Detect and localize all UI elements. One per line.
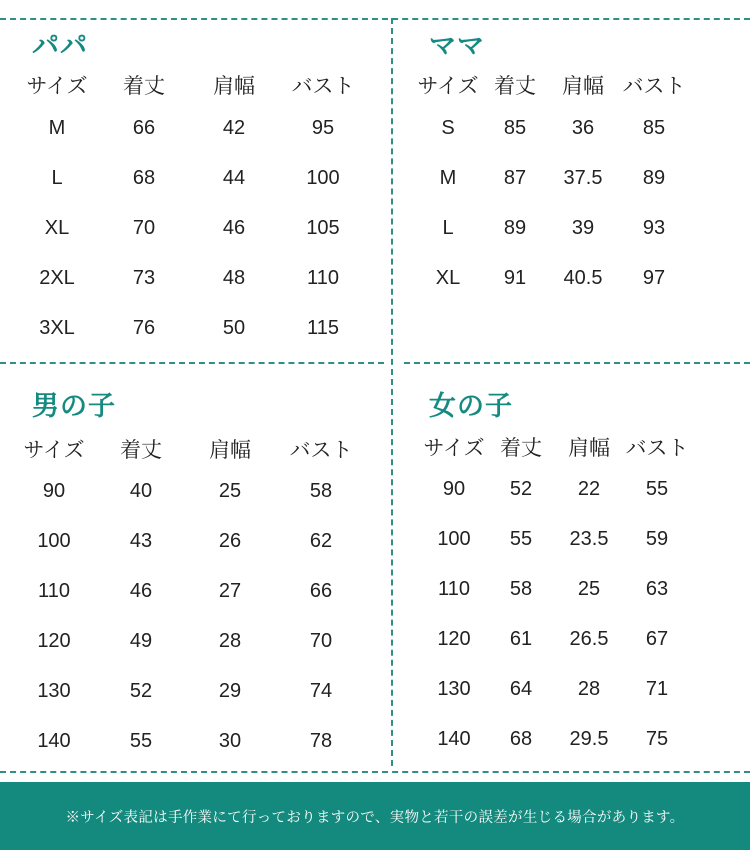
cell-size: L xyxy=(51,167,63,189)
section-title: 男の子 xyxy=(32,391,116,422)
cell-shoulder: 30 xyxy=(218,730,242,752)
cell-shoulder: 37.5 xyxy=(563,167,603,189)
cell-size: S xyxy=(441,117,455,139)
cell-size: XL xyxy=(44,217,70,239)
cell-length: 89 xyxy=(503,217,527,239)
cell-length: 70 xyxy=(132,217,156,239)
cell-length: 49 xyxy=(129,630,153,652)
cell-bust: 55 xyxy=(645,478,669,500)
middle-divider-left xyxy=(0,362,384,364)
cell-length: 43 xyxy=(129,530,153,552)
cell-size: 130 xyxy=(37,680,71,702)
cell-size: M xyxy=(439,167,457,189)
header-bust: バスト xyxy=(622,74,686,98)
cell-bust: 89 xyxy=(642,167,666,189)
cell-size: 140 xyxy=(37,730,71,752)
cell-bust: 75 xyxy=(645,728,669,750)
section-title: 女の子 xyxy=(429,391,513,422)
footer-note-bar xyxy=(0,782,750,850)
middle-divider-right xyxy=(404,362,750,364)
cell-shoulder: 28 xyxy=(577,678,601,700)
cell-shoulder: 28 xyxy=(218,630,242,652)
cell-length: 46 xyxy=(129,580,153,602)
cell-length: 52 xyxy=(509,478,533,500)
cell-bust: 85 xyxy=(642,117,666,139)
cell-length: 40 xyxy=(129,480,153,502)
cell-shoulder: 40.5 xyxy=(563,267,603,289)
cell-shoulder: 42 xyxy=(222,117,246,139)
cell-shoulder: 50 xyxy=(222,317,246,339)
cell-shoulder: 46 xyxy=(222,217,246,239)
cell-size: 140 xyxy=(437,728,471,750)
cell-bust: 100 xyxy=(306,167,340,189)
cell-size: L xyxy=(442,217,454,239)
cell-shoulder: 25 xyxy=(577,578,601,600)
cell-bust: 67 xyxy=(645,628,669,650)
cell-shoulder: 23.5 xyxy=(569,528,609,550)
cell-bust: 78 xyxy=(309,730,333,752)
section-title: パパ xyxy=(32,31,88,62)
cell-size: 130 xyxy=(437,678,471,700)
cell-bust: 95 xyxy=(311,117,335,139)
section-title: ママ xyxy=(429,31,485,62)
cell-bust: 58 xyxy=(309,480,333,502)
cell-shoulder: 26.5 xyxy=(569,628,609,650)
cell-length: 85 xyxy=(503,117,527,139)
cell-bust: 74 xyxy=(309,680,333,702)
cell-bust: 71 xyxy=(645,678,669,700)
cell-bust: 110 xyxy=(307,267,339,289)
cell-shoulder: 22 xyxy=(577,478,601,500)
footer-note: ※サイズ表記は手作業にて行っておりますので、実物と若干の誤差が生じる場合があります。 xyxy=(65,809,685,826)
cell-size: 110 xyxy=(38,580,70,602)
cell-size: 3XL xyxy=(39,317,75,339)
cell-length: 73 xyxy=(132,267,156,289)
header-length: 着丈 xyxy=(494,74,536,98)
header-size: サイズ xyxy=(23,438,85,462)
cell-length: 91 xyxy=(503,267,527,289)
cell-size: 120 xyxy=(437,628,471,650)
header-size: サイズ xyxy=(26,74,88,98)
cell-length: 68 xyxy=(132,167,156,189)
cell-length: 66 xyxy=(132,117,156,139)
cell-shoulder: 36 xyxy=(571,117,595,139)
cell-size: M xyxy=(48,117,66,139)
cell-bust: 93 xyxy=(642,217,666,239)
cell-bust: 70 xyxy=(309,630,333,652)
cell-shoulder: 26 xyxy=(218,530,242,552)
cell-shoulder: 44 xyxy=(222,167,246,189)
header-length: 着丈 xyxy=(500,436,542,460)
cell-bust: 115 xyxy=(307,317,339,339)
cell-shoulder: 48 xyxy=(222,267,246,289)
header-shoulder: 肩幅 xyxy=(209,438,251,462)
cell-length: 58 xyxy=(509,578,533,600)
cell-size: 2XL xyxy=(39,267,75,289)
header-shoulder: 肩幅 xyxy=(213,74,255,98)
cell-bust: 97 xyxy=(642,267,666,289)
cell-bust: 63 xyxy=(645,578,669,600)
cell-length: 55 xyxy=(129,730,153,752)
cell-bust: 66 xyxy=(309,580,333,602)
cell-bust: 62 xyxy=(309,530,333,552)
cell-shoulder: 29.5 xyxy=(569,728,609,750)
cell-shoulder: 25 xyxy=(218,480,242,502)
cell-size: 110 xyxy=(438,578,470,600)
cell-size: 90 xyxy=(42,480,66,502)
header-length: 着丈 xyxy=(123,74,165,98)
cell-length: 55 xyxy=(509,528,533,550)
cell-shoulder: 29 xyxy=(218,680,242,702)
header-bust: バスト xyxy=(291,74,355,98)
header-shoulder: 肩幅 xyxy=(562,74,604,98)
bottom-divider xyxy=(0,771,750,773)
cell-length: 61 xyxy=(509,628,533,650)
header-shoulder: 肩幅 xyxy=(568,436,610,460)
cell-size: 100 xyxy=(437,528,471,550)
cell-length: 76 xyxy=(132,317,156,339)
cell-length: 52 xyxy=(129,680,153,702)
header-size: サイズ xyxy=(417,74,479,98)
cell-length: 64 xyxy=(509,678,533,700)
cell-size: 90 xyxy=(442,478,466,500)
top-divider xyxy=(0,18,750,20)
cell-shoulder: 39 xyxy=(571,217,595,239)
header-bust: バスト xyxy=(289,438,353,462)
cell-length: 87 xyxy=(503,167,527,189)
cell-size: XL xyxy=(435,267,461,289)
cell-shoulder: 27 xyxy=(218,580,242,602)
cell-length: 68 xyxy=(509,728,533,750)
cell-size: 120 xyxy=(37,630,71,652)
cell-size: 100 xyxy=(37,530,71,552)
header-size: サイズ xyxy=(423,436,485,460)
header-length: 着丈 xyxy=(120,438,162,462)
center-divider xyxy=(391,18,393,766)
header-bust: バスト xyxy=(625,436,689,460)
cell-bust: 59 xyxy=(645,528,669,550)
cell-bust: 105 xyxy=(306,217,340,239)
